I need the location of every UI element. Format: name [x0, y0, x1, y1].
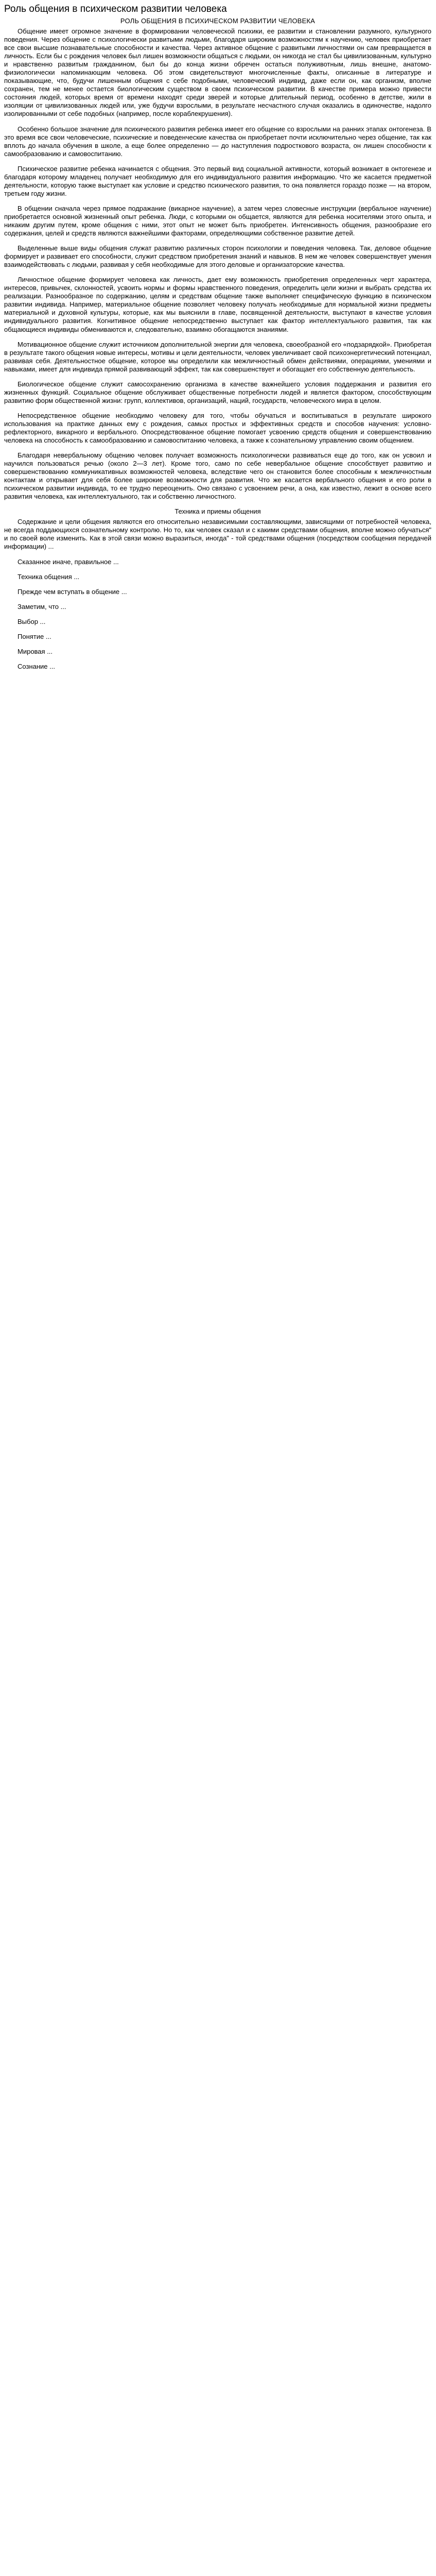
paragraph: Благодаря невербальному общению человек получает возможность психологически развиваться еще до того, как он усвоил и научился пользоваться речью (около 2—3 лет). Кроме того, само по себе невербальное общение способствует развитию и совершенствованию коммуникативных возможностей человека, вследствие чего он становится более способным к межличностным контактам и открывает для себя более широкие возможности для развития. Что же касается вербального общения и его роли в психическом развитии индивида, то ее трудно переоценить. Оно связано с усвоением речи, а она, как известно, лежит в основе всего развития человека, как интеллектуального, так и собственно личностного. — [4, 451, 431, 501]
paragraph: Мотивационное общение служит источником дополнительной энергии для человека, своеобразной его «подзарядкой». Приобретая в результате такого общения новые интересы, мотивы и цели деятельности, человек увеличивает свой психоэнергетический потенциал, развивая себя. Деятельностное общение, которое мы определили как межличностный обмен действиями, операциями, умениями и навыками, имеет для индивида прямой развивающий эффект, так как совершенствует и обогащает его собственную деятельность. — [4, 340, 431, 373]
section-heading: Техника и приемы общения — [175, 507, 261, 516]
paragraph: Прежде чем вступать в общение ... — [18, 587, 127, 596]
paragraph: Выделенные выше виды общения служат развитию различных сторон психологии и поведения человека. Так, деловое общение формирует и развивает его способности, служит средством приобретения знаний и навыков. В нем же человек совершенствует умения взаимодействовать с людьми, развивая у себя необходимые для этого деловые и организаторские качества. — [4, 244, 431, 269]
document-subtitle: РОЛЬ ОБЩЕНИЯ В ПСИХИЧЕСКОМ РАЗВИТИИ ЧЕЛОВЕКА — [120, 17, 316, 25]
paragraph: Сказанное иначе, правильное ... — [18, 557, 119, 566]
paragraph: Сознание ... — [18, 662, 55, 670]
paragraph: Выбор ... — [18, 617, 46, 625]
paragraph: Содержание и цели общения являются его относительно независимыми составляющими, зависящими от потребностей человека, не всегда поддающихся сознательному контролю. Но то, как человек сказал и с какими средствами общения, вполне можно обучаться" и по своей воле изменить. Как в этой связи можно выразиться, иногда" - той средствами общения (посредством сообщения передачей информации) ... — [4, 518, 431, 551]
paragraph: Техника общения ... — [18, 572, 80, 581]
paragraph: Заметим, что ... — [18, 602, 66, 611]
paragraph: В общении сначала через прямое подражание (викарное научение), а затем через словесные инструкции (вербальное научение) приобретается основной жизненный опыт ребенка. Люди, с которыми он общается, являются для ребенка носителями этого опыта, и никаким другим путем, кроме общения с ними, этот опыт не может быть приобретен. Интенсивность общения, разнообразие его содержания, целей и средств являются важнейшими факторами, определяющими собственное развитие детей. — [4, 204, 431, 238]
page-title: Роль общения в психическом развитии человека — [4, 4, 227, 14]
paragraph: Психическое развитие ребенка начинается с общения. Это первый вид социальной активности, который возникает в онтогенезе и благодаря которому младенец получает необходимую для его индивидуального развития информацию. Что же касается предметной деятельности, которую также выступает как условие и средство психического развития, то она появляется гораздо позже — на втором, третьем году жизни. — [4, 164, 431, 197]
paragraph: Биологическое общение служит самосохранению организма в качестве важнейшего условия поддержания и развития его жизненных функций. Социальное общение обслуживает общественные потребности людей и является фактором, способствующим развитию форм общественной жизни: групп, коллективов, организаций, наций, государств, человеческого мира в целом. — [4, 380, 431, 404]
paragraph: Общение имеет огромное значение в формировании человеческой психики, ее развитии и становлении разумного, культурного поведения. Через общение с психологически развитыми людьми, благодаря широким возможностям к научению, человек приобретает все свои высшие познавательные способности и качества. Через активное общение с развитыми личностями он сам превращается в личность. Если бы с рождения человек был лишен возможности общаться с людьми, он никогда не стал бы цивилизованным, культурно и нравственно развитым гражданином, был бы до конца жизни обречен остаться полуживотным, лишь внешне, анатомо-физиологически напоминающим человека. Об этом свидетельствуют многочисленные факты, описанные в литературе и показывающие, что, будучи лишенным общения с себе подобными, человеческий индивид, даже если он, как организм, вполне сохранен, тем не менее остается биологическим существом в своем психическом развитии. В качестве примера можно привести состояния людей, которых время от времени находят среди зверей и которые длительный период, особенно в детстве, жили в изоляции от цивилизованных людей или, уже будучи взрослыми, в результате несчастного случая оказались в одиночестве, надолго изолированными от себе подобных (например, после кораблекрушения). — [4, 27, 431, 118]
paragraph: Непосредственное общение необходимо человеку для того, чтобы обучаться и воспитываться в результате широкого использования на практике данных ему с рождения, самых простых и эффективных средств и способов научения: условно-рефлекторного, викарного и вербального. Опосредствованное общение помогает усвоению средств общения и совершенствованию человека на способность к самообразованию и самовоспитанию человека, а также к сознательному управлению своим общением. — [4, 411, 431, 445]
paragraph: Понятие ... — [18, 632, 51, 640]
paragraph: Мировая ... — [18, 647, 53, 655]
page — [0, 0, 436, 671]
paragraph: Особенно большое значение для психического развития ребенка имеет его общение со взрослыми на ранних этапах онтогенеза. В это время все свои человеческие, психические и поведенческие качества он приобретает почти исключительно через общение, так как вплоть до начала обучения в школе, а еще более определенно — до наступления подросткового возраста, он лишен способности к самообразованию и самовоспитанию. — [4, 125, 431, 158]
document-body — [4, 27, 431, 671]
paragraph: Личностное общение формирует человека как личность, дает ему возможность приобретения определенных черт характера, интересов, привычек, склонностей, усвоить нормы и формы нравственного поведения, определить цели жизни и выбрать средства их реализации. Разнообразное по содержанию, целям и средствам общение также выполняет специфическую функцию в психическом развитии индивида. Например, материальное общение позволяет человеку получать необходимые для нормальной жизни предметы материальной и духовной культуры, которые, как мы выяснили в главе, посвященной деятельности, выступают в качестве условия индивидуального развития. Когнитивное общение непосредственно выступает как фактор интеллектуального развития, так как общающиеся индивиды обмениваются и, следовательно, взаимно обогащаются знаниями. — [4, 276, 431, 333]
